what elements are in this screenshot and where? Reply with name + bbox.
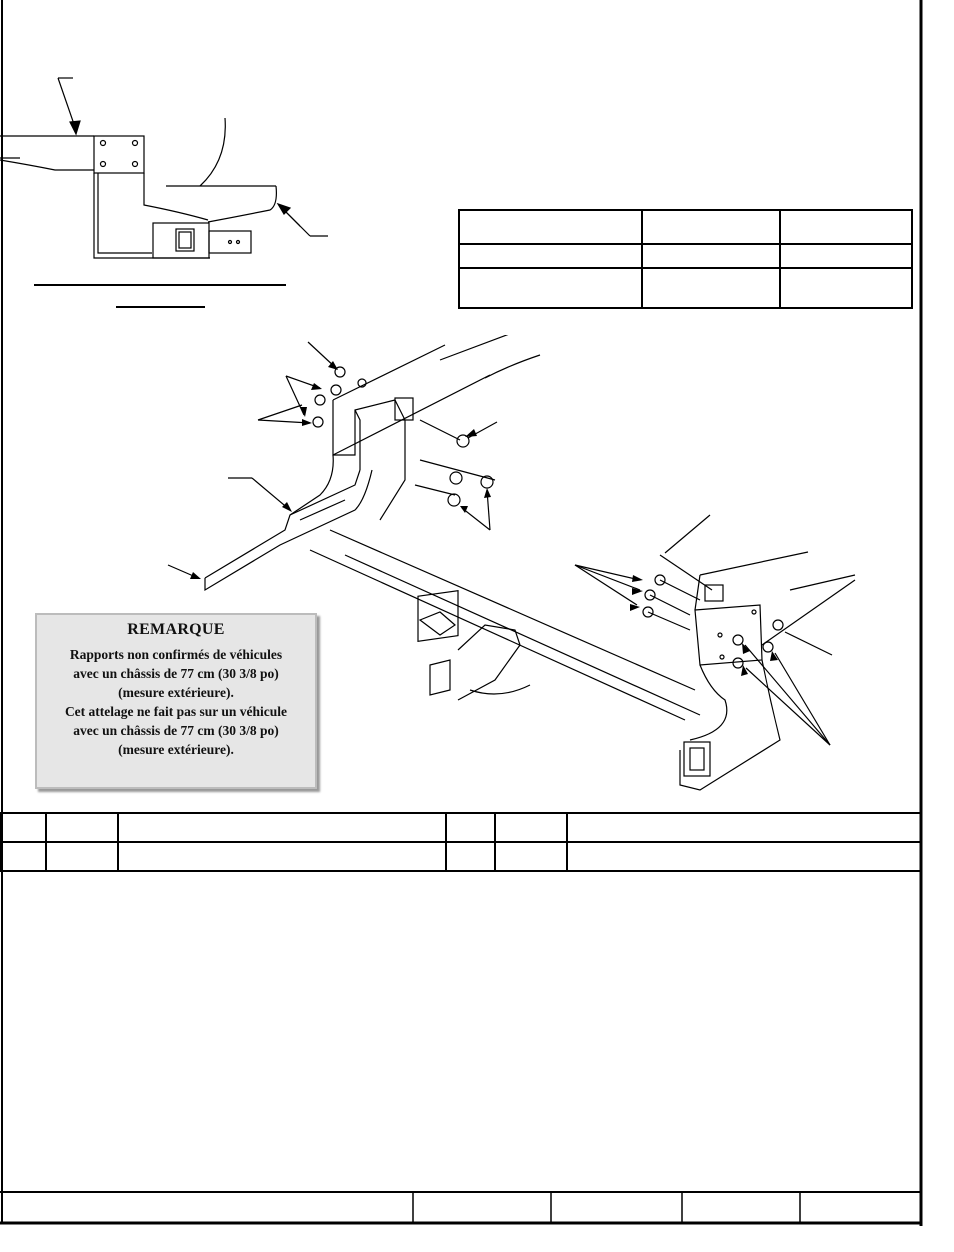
table-cell [780, 244, 912, 268]
note-title: REMARQUE [127, 621, 225, 638]
table-cell [495, 842, 567, 871]
table-cell [567, 813, 921, 842]
note-line: Rapports non confirmés de véhicules [69, 647, 283, 662]
note-body [37, 645, 315, 759]
table-cell [495, 813, 567, 842]
application-table [458, 209, 913, 309]
table-cell [46, 813, 118, 842]
table-cell [642, 244, 780, 268]
table-cell [459, 244, 642, 268]
detail-bracket-drawing [0, 60, 300, 320]
table-cell [118, 813, 446, 842]
table-cell [118, 842, 446, 871]
note-line: Cet attelage ne fait pas sur un véhicule [64, 704, 288, 719]
table-cell [459, 268, 642, 308]
table-cell [446, 842, 495, 871]
note-line: avec un châssis de 77 cm (30 3/8 po) [73, 666, 279, 681]
parts-table [0, 812, 922, 872]
note-line: (mesure extérieure). [118, 742, 234, 757]
table-cell [780, 268, 912, 308]
table-cell [1, 813, 46, 842]
note-line: avec un châssis de 77 cm (30 3/8 po) [73, 723, 279, 738]
table-cell [642, 210, 780, 244]
table-cell [46, 842, 118, 871]
table-cell [1, 842, 46, 871]
note-line: (mesure extérieure). [118, 685, 234, 700]
table-cell [459, 210, 642, 244]
table-cell [780, 210, 912, 244]
table-cell [567, 842, 921, 871]
table-cell [642, 268, 780, 308]
table-cell [446, 813, 495, 842]
detail-leader-overflow [282, 200, 332, 240]
note-box [35, 613, 317, 789]
